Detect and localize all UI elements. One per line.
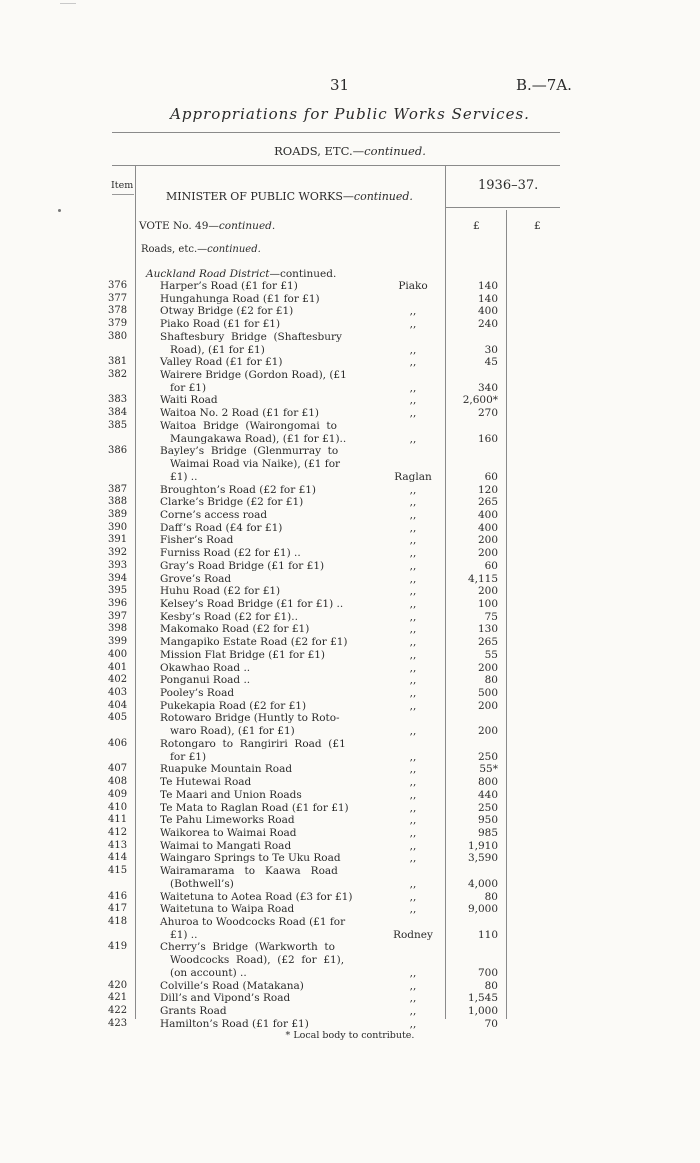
district-name: ,, xyxy=(409,1017,417,1030)
item-description: Te Pahu Limeworks Road xyxy=(160,814,295,827)
amount: 500 xyxy=(477,687,498,700)
table-row xyxy=(0,662,700,674)
rule-years xyxy=(445,207,560,208)
item-number: 386 xyxy=(108,445,128,457)
page-subtitle: Appropriations for Public Works Services. xyxy=(170,105,530,123)
table-row xyxy=(0,916,700,928)
item-number: 412 xyxy=(108,826,128,838)
item-number: 406 xyxy=(108,737,128,749)
table-row xyxy=(0,992,700,1004)
table-row xyxy=(0,636,700,648)
item-description: Cherry’s Bridge (Warkworth to xyxy=(160,941,335,954)
table-row xyxy=(0,865,700,877)
item-description: Waimai Road via Naike), (£1 for xyxy=(160,458,341,471)
district-name: ,, xyxy=(409,776,417,789)
table-row xyxy=(0,1018,700,1030)
item-number: 376 xyxy=(108,280,128,291)
item-description: Woodcocks Road), (£2 for £1), xyxy=(160,954,345,967)
document-reference: B.—7A. xyxy=(516,76,572,94)
item-description: Mangapiko Estate Road (£2 for £1) xyxy=(160,636,348,649)
district-name: ,, xyxy=(409,852,417,865)
amount: 80 xyxy=(484,979,498,992)
table-row xyxy=(0,547,700,559)
table-row xyxy=(0,954,700,966)
district-name: ,, xyxy=(409,699,417,712)
district-name: ,, xyxy=(409,992,417,1005)
amount: 80 xyxy=(484,890,498,903)
table-row xyxy=(0,763,700,775)
table-row xyxy=(0,751,700,763)
amount: 1,910 xyxy=(467,839,498,852)
roads-title: Roads, etc.— xyxy=(141,244,208,255)
item-number: 394 xyxy=(108,572,128,584)
district-name: ,, xyxy=(409,763,417,776)
amount: 400 xyxy=(477,521,498,534)
item-description: Okawhao Road .. xyxy=(160,661,251,674)
item-description: Grants Road xyxy=(160,1005,227,1018)
amount: 4,000 xyxy=(467,877,498,890)
item-number: 379 xyxy=(108,318,128,330)
table-row xyxy=(0,712,700,724)
table-row xyxy=(0,509,700,521)
item-number: 415 xyxy=(108,865,128,877)
table-row xyxy=(0,407,700,419)
amount: 70 xyxy=(484,1017,498,1030)
item-description: Harper’s Road (£1 for £1) xyxy=(160,280,298,292)
district-name: ,, xyxy=(409,496,417,509)
district-name: ,, xyxy=(409,814,417,827)
item-description: Te Maari and Union Roads xyxy=(160,788,302,801)
item-description: Maungakawa Road), (£1 for £1).. xyxy=(160,432,347,445)
item-number: 383 xyxy=(108,394,128,406)
table-row xyxy=(0,611,700,623)
amount: 250 xyxy=(477,801,498,814)
item-description: Road), (£1 for £1) xyxy=(160,343,265,356)
amount: 1,000 xyxy=(467,1005,498,1018)
amount: 80 xyxy=(484,674,498,687)
item-description: Huhu Road (£2 for £1) xyxy=(160,585,281,598)
item-description: Mission Flat Bridge (£1 for £1) xyxy=(160,648,326,661)
district-name: ,, xyxy=(409,877,417,890)
item-number: 381 xyxy=(108,356,128,368)
table-row xyxy=(0,687,700,699)
table-row xyxy=(0,967,700,979)
table-row xyxy=(0,394,700,406)
district-name: ,, xyxy=(409,585,417,598)
minister-continued: continued. xyxy=(353,190,413,203)
district-name: ,, xyxy=(409,801,417,814)
item-description: £1) .. xyxy=(160,928,198,941)
page-number: 31 xyxy=(330,76,350,94)
table-row xyxy=(0,471,700,483)
table-row xyxy=(0,738,700,750)
amount: 3,590 xyxy=(467,852,498,865)
item-number: 401 xyxy=(108,661,128,673)
item-number: 388 xyxy=(108,496,128,508)
district-name: ,, xyxy=(409,432,417,445)
amount: 200 xyxy=(477,534,498,547)
item-number: 405 xyxy=(108,712,128,724)
item-description: Kelsey’s Road Bridge (£1 for £1) .. xyxy=(160,598,344,610)
item-number: 404 xyxy=(108,699,128,711)
district-name: Raglan xyxy=(394,470,432,483)
amount: 200 xyxy=(477,585,498,598)
district-name: ,, xyxy=(409,534,417,547)
table-row xyxy=(0,496,700,508)
roads-subheading xyxy=(141,244,261,255)
item-number: 380 xyxy=(108,330,128,342)
amount: 700 xyxy=(477,966,498,979)
table-row xyxy=(0,420,700,432)
table-row xyxy=(0,623,700,635)
item-description: Corne’s access road xyxy=(160,508,268,521)
roads-continued: continued. xyxy=(207,244,261,255)
amount: 60 xyxy=(484,470,498,483)
section-heading xyxy=(0,144,700,158)
minister-title: MINISTER OF PUBLIC WORKS— xyxy=(166,190,354,203)
item-description: (Bothwell’s) xyxy=(160,877,234,890)
item-number: 385 xyxy=(108,419,128,431)
item-description: Otway Bridge (£2 for £1) xyxy=(160,305,294,318)
amount: 265 xyxy=(477,636,498,649)
item-description: Waitoa No. 2 Road (£1 for £1) xyxy=(160,407,320,420)
amount: 1,545 xyxy=(467,992,498,1005)
amount: 2,600* xyxy=(462,394,498,407)
table-row xyxy=(0,382,700,394)
item-description: Hamilton’s Road (£1 for £1) xyxy=(160,1017,309,1030)
amount: 400 xyxy=(477,305,498,318)
district-name: Rodney xyxy=(393,928,433,941)
district-name: ,, xyxy=(409,623,417,636)
table-row xyxy=(0,369,700,381)
table-row xyxy=(0,649,700,661)
item-number: 378 xyxy=(108,305,128,317)
item-number: 418 xyxy=(108,916,128,927)
table-row xyxy=(0,776,700,788)
item-number: 393 xyxy=(108,559,128,571)
amount: 200 xyxy=(477,661,498,674)
amount: 140 xyxy=(477,280,498,292)
item-description: Waimai to Mangati Road xyxy=(160,839,292,852)
district-name: ,, xyxy=(409,508,417,521)
district-name: ,, xyxy=(409,572,417,585)
district-name: ,, xyxy=(409,483,417,496)
amount: 200 xyxy=(477,699,498,712)
district-name: ,, xyxy=(409,318,417,331)
amount: 140 xyxy=(477,292,498,305)
table-row xyxy=(0,433,700,445)
item-description: Te Hutewai Road xyxy=(160,776,252,789)
item-description: Grove’s Road xyxy=(160,572,232,585)
item-description: Pukekapia Road (£2 for £1) xyxy=(160,699,307,712)
district-name: ,, xyxy=(409,559,417,572)
item-number: 417 xyxy=(108,903,128,915)
table-row xyxy=(0,814,700,826)
item-number: 411 xyxy=(108,814,128,826)
item-number: 422 xyxy=(108,1005,128,1017)
district-heading xyxy=(146,268,336,280)
table-row xyxy=(0,293,700,305)
table-row xyxy=(0,344,700,356)
district-name: ,, xyxy=(409,687,417,700)
district-name: ,, xyxy=(409,547,417,560)
district-name: ,, xyxy=(409,661,417,674)
section-continued: continued. xyxy=(364,144,426,158)
item-description: Gray’s Road Bridge (£1 for £1) xyxy=(160,559,325,572)
item-description: Makomako Road (£2 for £1) xyxy=(160,623,310,636)
item-number: 420 xyxy=(108,979,128,991)
item-description: Waikorea to Waimai Road xyxy=(160,826,297,839)
rule-top xyxy=(112,132,560,133)
item-description: Waitetuna to Waipa Road xyxy=(160,903,295,916)
amount: 240 xyxy=(477,318,498,331)
item-number: 384 xyxy=(108,407,128,419)
table-row xyxy=(0,331,700,343)
district-name: ,, xyxy=(409,381,417,394)
table-row xyxy=(0,700,700,712)
item-number: 392 xyxy=(108,547,128,559)
item-number: 389 xyxy=(108,508,128,520)
item-description: Te Mata to Raglan Road (£1 for £1) xyxy=(160,801,349,814)
item-number: 407 xyxy=(108,763,128,775)
item-description: Waiti Road xyxy=(160,394,218,407)
district-name: ,, xyxy=(409,521,417,534)
item-number: 410 xyxy=(108,801,128,813)
item-number: 398 xyxy=(108,623,128,635)
table-row xyxy=(0,852,700,864)
vote-title: VOTE No. 49— xyxy=(139,220,219,232)
district-name: ,, xyxy=(409,305,417,318)
amount: 60 xyxy=(484,559,498,572)
table-row xyxy=(0,445,700,457)
table-row xyxy=(0,980,700,992)
table-row xyxy=(0,534,700,546)
table-row xyxy=(0,827,700,839)
item-number: 390 xyxy=(108,521,128,533)
amount: 200 xyxy=(477,725,498,738)
item-number: 423 xyxy=(108,1017,128,1029)
amount: 250 xyxy=(477,750,498,763)
item-description: Hungahunga Road (£1 for £1) xyxy=(160,292,320,305)
amount: 45 xyxy=(484,356,498,369)
table-row xyxy=(0,941,700,953)
item-number: 397 xyxy=(108,610,128,622)
item-description: Waitetuna to Aotea Road (£3 for £1) xyxy=(160,890,353,903)
district-name: ,, xyxy=(409,636,417,649)
table-row xyxy=(0,674,700,686)
district-name: ,, xyxy=(409,610,417,623)
district-name: ,, xyxy=(409,725,417,738)
item-description: Furniss Road (£2 for £1) .. xyxy=(160,547,301,560)
item-description: Kesby’s Road (£2 for £1).. xyxy=(160,610,298,623)
amount: 55 xyxy=(484,648,498,661)
item-description: Daff’s Road (£4 for £1) xyxy=(160,521,283,534)
footnote: * Local body to contribute. xyxy=(285,1030,415,1041)
item-description: Ponganui Road .. xyxy=(160,674,251,687)
rule-table-top xyxy=(112,165,560,166)
amount: 270 xyxy=(477,407,498,420)
district-continued: —continued. xyxy=(269,268,337,280)
item-description: Rotongaro to Rangiriri Road (£1 xyxy=(160,737,346,750)
district-name: ,, xyxy=(409,750,417,763)
item-description: Shaftesbury Bridge (Shaftesbury xyxy=(160,330,342,343)
district-name: ,, xyxy=(409,674,417,687)
ink-speck xyxy=(58,209,61,212)
amount: 75 xyxy=(484,610,498,623)
amount: 130 xyxy=(477,623,498,636)
table-row xyxy=(0,891,700,903)
item-number: 395 xyxy=(108,585,128,597)
item-description: Broughton’s Road (£2 for £1) xyxy=(160,483,317,496)
amount: 55* xyxy=(479,763,498,776)
item-number: 396 xyxy=(108,598,128,609)
district-title: Auckland Road District xyxy=(146,268,270,280)
item-number: 409 xyxy=(108,788,128,800)
financial-year-header: 1936–37. xyxy=(478,178,539,193)
item-number: 399 xyxy=(108,636,128,648)
district-name: ,, xyxy=(409,979,417,992)
district-name: ,, xyxy=(409,788,417,801)
amount: 340 xyxy=(477,381,498,394)
item-description: Wairere Bridge (Gordon Road), (£1 xyxy=(160,369,347,382)
amount: 100 xyxy=(477,598,498,610)
item-number: 387 xyxy=(108,483,128,495)
item-description: Colville’s Road (Matakana) xyxy=(160,979,304,992)
amount: 400 xyxy=(477,508,498,521)
amount: 160 xyxy=(477,432,498,445)
amount: 440 xyxy=(477,788,498,801)
item-number: 416 xyxy=(108,890,128,902)
item-description: Waingaro Springs to Te Uku Road xyxy=(160,852,341,865)
table-row xyxy=(0,840,700,852)
item-header-rule xyxy=(112,194,134,195)
item-description: Clarke’s Bridge (£2 for £1) xyxy=(160,496,304,509)
item-number: 391 xyxy=(108,534,128,546)
item-number: 403 xyxy=(108,687,128,699)
item-description: Wairamarama to Kaawa Road xyxy=(160,865,338,878)
table-row xyxy=(0,305,700,317)
district-name: ,, xyxy=(409,903,417,916)
amount: 265 xyxy=(477,496,498,509)
item-number: 408 xyxy=(108,776,128,788)
table-row xyxy=(0,598,700,610)
amount: 120 xyxy=(477,483,498,496)
district-name: ,, xyxy=(409,356,417,369)
item-description: £1) .. xyxy=(160,470,198,483)
district-name: ,, xyxy=(409,1005,417,1018)
table-row xyxy=(0,585,700,597)
item-description: (on account) .. xyxy=(160,966,247,979)
district-name: ,, xyxy=(409,407,417,420)
item-description: Dill’s and Vipond’s Road xyxy=(160,992,291,1005)
table-row xyxy=(0,903,700,915)
item-number: 414 xyxy=(108,852,128,864)
table-row xyxy=(0,280,700,292)
district-name: ,, xyxy=(409,890,417,903)
item-number: 382 xyxy=(108,369,128,381)
vote-continued: continued. xyxy=(218,220,276,232)
item-description: Ahuroa to Woodcocks Road (£1 for xyxy=(160,916,346,928)
pound-column-1: £ xyxy=(473,220,480,232)
district-name: ,, xyxy=(409,966,417,979)
amount: 4,115 xyxy=(467,572,498,585)
item-description: Bayley’s Bridge (Glenmurray to xyxy=(160,445,339,458)
amount: 200 xyxy=(477,547,498,560)
minister-heading xyxy=(166,190,413,203)
item-description: Ruapuke Mountain Road xyxy=(160,763,293,776)
district-name: Piako xyxy=(398,280,428,292)
item-description: Pooley’s Road xyxy=(160,687,235,700)
item-description: for £1) xyxy=(160,750,207,763)
item-description: Waitoa Bridge (Wairongomai to xyxy=(160,419,337,432)
table-row xyxy=(0,560,700,572)
item-description: Piako Road (£1 for £1) xyxy=(160,318,281,331)
amount: 950 xyxy=(477,814,498,827)
item-number: 419 xyxy=(108,941,128,953)
table-row xyxy=(0,878,700,890)
district-name: ,, xyxy=(409,648,417,661)
item-number: 402 xyxy=(108,674,128,686)
item-description: Valley Road (£1 for £1) xyxy=(160,356,283,369)
vote-heading xyxy=(139,220,275,232)
pound-column-2: £ xyxy=(534,220,541,232)
item-number: 413 xyxy=(108,839,128,851)
amount: 800 xyxy=(477,776,498,789)
district-name: ,, xyxy=(409,598,417,610)
table-row xyxy=(0,573,700,585)
item-number: 400 xyxy=(108,648,128,660)
item-number: 377 xyxy=(108,292,128,304)
table-row xyxy=(0,802,700,814)
table-row xyxy=(0,458,700,470)
item-description: Rotowaro Bridge (Huntly to Roto- xyxy=(160,712,340,725)
item-description: Fisher’s Road xyxy=(160,534,234,547)
table-row xyxy=(0,522,700,534)
item-column-header: Item xyxy=(111,180,134,191)
district-name: ,, xyxy=(409,394,417,407)
table-row xyxy=(0,484,700,496)
table-row xyxy=(0,725,700,737)
district-name: ,, xyxy=(409,839,417,852)
district-name: ,, xyxy=(409,343,417,356)
table-row xyxy=(0,1005,700,1017)
amount: 985 xyxy=(477,826,498,839)
amount: 9,000 xyxy=(467,903,498,916)
table-row xyxy=(0,356,700,368)
item-description: waro Road), (£1 for £1) xyxy=(160,725,295,738)
item-number: 421 xyxy=(108,992,128,1004)
table-row xyxy=(0,318,700,330)
item-description: for £1) xyxy=(160,381,207,394)
amount: 30 xyxy=(484,343,498,356)
amount: 110 xyxy=(477,928,498,941)
page-smudge xyxy=(60,3,76,4)
district-name: ,, xyxy=(409,826,417,839)
table-row xyxy=(0,929,700,941)
table-row xyxy=(0,789,700,801)
section-title: ROADS, ETC.— xyxy=(274,144,365,158)
